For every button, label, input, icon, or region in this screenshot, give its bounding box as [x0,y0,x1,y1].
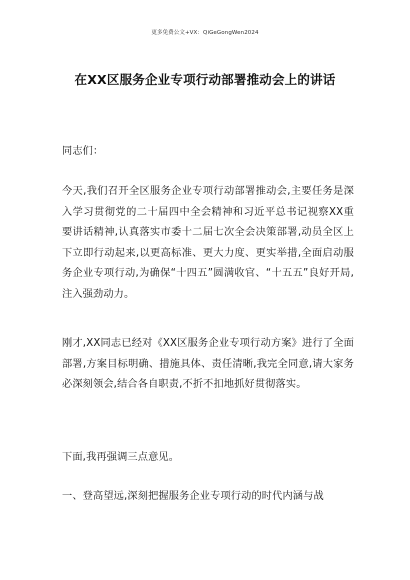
document-title: 在XX区服务企业专项行动部署推动会上的讲话 [74,72,336,87]
paragraph-plan-review: 刚才,XX同志已经对《XX区服务企业专项行动方案》进行了全面部署,方案目标明确、措施具体、责任清晰,我完全同意,请大家务必深刻领会,结合各自职责,不折不扣地抓好贯彻落实。 [62,338,354,390]
section-heading-one: 一、登高望远,深刻把握服务企业专项行动的时代内涵与战 [62,491,324,502]
paragraph-intro: 今天,我们召开全区服务企业专项行动部署推动会,主要任务是深入学习贯彻党的二十届四中全会精神和习近平总书记视察XX重要讲话精神,认真落实市委十二届七次全会决策部署,动员全区上下立即行动起来,以更高标准、更大力度、更实举措,全面启动服务企业专项行动,为确保“十四五”圆满收官、“十五五”良好开局,注入强劲动力。 [62,186,354,300]
salutation: 同志们： [62,146,104,157]
header-note: 更多免费公文+VX：QiGeGongWen2024 [151,30,259,36]
paragraph-transition: 下面,我再强调三点意见。 [62,452,180,463]
